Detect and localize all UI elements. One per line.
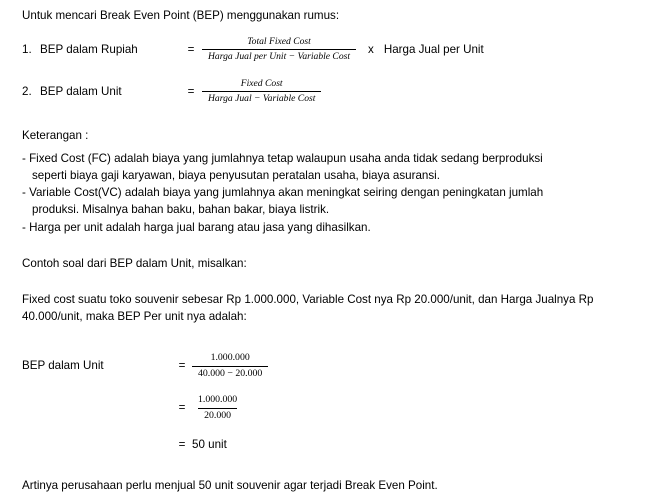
equals-sign: = [187,84,195,98]
multiplication-operator: x [368,42,374,56]
formula-label: BEP dalam Rupiah [40,42,138,56]
fraction-denominator: Harga Jual − Variable Cost [202,91,321,105]
keterangan-item-fixed-cost [22,151,638,185]
fraction [192,352,268,380]
case-description [22,292,622,326]
fraction-numerator: Fixed Cost [240,77,283,89]
formula-list [22,36,632,120]
fraction-denominator: Harga Jual per Unit − Variable Cost [202,49,356,63]
formula-number: 2. [22,84,32,98]
keterangan-line: - Variable Cost(VC) adalah biaya yang jumlahnya akan meningkat seiring dengan peningkatan jumlah [22,186,544,200]
case-line-2: Jualnya Rp 40.000/unit, maka BEP Per unit nya adalah: [22,293,594,323]
keterangan-item-variable-cost [22,185,638,219]
formula-number: 1. [22,42,32,56]
worked-example [22,352,422,468]
worked-label: BEP dalam Unit [22,358,104,372]
fraction-numerator: 1.000.000 [210,352,250,363]
keterangan-line: - Fixed Cost (FC) adalah biaya yang jumlahnya tetap walaupun usaha anda tidak sedang berproduksi [22,151,543,165]
worked-result: 50 unit [192,437,227,451]
fraction [202,78,321,106]
keterangan-item-harga-per-unit [22,220,638,237]
intro-paragraph: Untuk mencari Break Even Point (BEP) menggunakan rumus: [22,9,340,22]
equals-sign: = [178,437,186,451]
fraction-denominator: 40.000 − 20.000 [192,366,268,381]
formula-row-bep-unit [22,78,632,106]
worked-step-2 [22,394,422,422]
worked-step-1 [22,352,422,380]
equals-sign: = [187,42,195,56]
keterangan-section [22,128,638,238]
formula-row-bep-rupiah [22,36,632,64]
case-line-1: Fixed cost suatu toko souvenir sebesar Rp 1.000.000, Variable Cost nya Rp 20.000/unit, dan Harga [22,293,533,306]
keterangan-line: - Harga per unit adalah harga jual barang atau jasa yang dihasilkan. [22,220,371,234]
closing-paragraph: Artinya perusahaan perlu menjual 50 unit souvenir agar terjadi Break Even Point. [22,479,438,492]
equals-sign: = [178,401,186,415]
worked-step-3 [22,437,422,454]
fraction [192,394,243,422]
formula-label: BEP dalam Unit [40,84,122,98]
fraction-numerator: Total Fixed Cost [247,36,311,47]
fraction [202,36,356,64]
equals-sign: = [178,358,186,372]
fraction-numerator: 1.000.000 [198,394,238,406]
keterangan-title: Keterangan : [22,129,89,142]
keterangan-line-continued: seperti biaya gaji karyawan, biaya penyusutan peratalan usaha, biaya asuransi. [32,168,440,182]
keterangan-line-continued: produksi. Misalnya bahan baku, bahan bakar, biaya listrik. [32,203,330,217]
formula-tail-term: Harga Jual per Unit [383,42,484,56]
fraction-denominator: 20.000 [198,408,237,423]
contoh-heading: Contoh soal dari BEP dalam Unit, misalkan: [22,257,247,270]
